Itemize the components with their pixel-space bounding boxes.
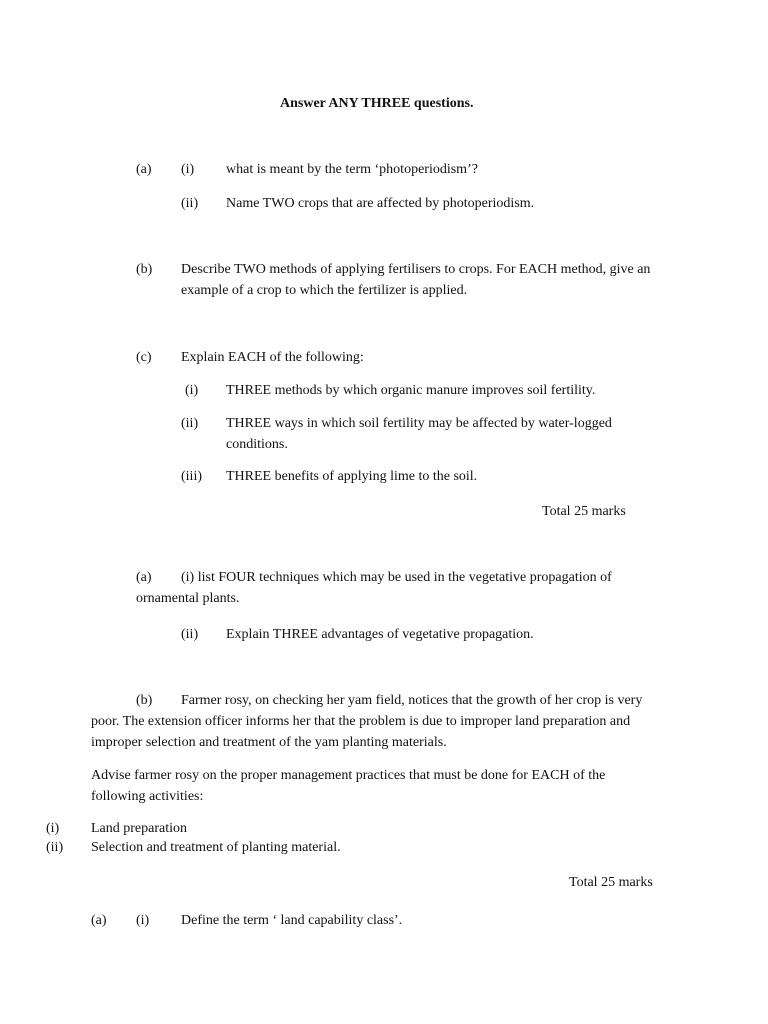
q1-c-i-text: THREE methods by which organic manure improves soil fertility.: [226, 383, 596, 398]
q1-b-text: Describe TWO methods of applying fertilisers to crops. For EACH method, give an example of a crop to which the fertilizer is applied.: [181, 262, 651, 298]
q1-b-label: (b): [136, 262, 153, 277]
q2-b-lead-text: Farmer rosy, on checking her yam field, notices that the growth of her crop is very: [181, 693, 643, 708]
page-heading: Answer ANY THREE questions.: [280, 96, 474, 111]
q1-a-i-text: what is meant by the term ‘photoperiodism’?: [226, 162, 478, 177]
q3-a-i-text: Define the term ‘ land capability class’.: [181, 913, 403, 928]
q2-b-body-text: poor. The extension officer informs her that the problem is due to improper land preparation and improper selection and treatment of the yam planting materials.: [91, 714, 631, 750]
q1-a-ii-label: (ii): [181, 196, 199, 211]
q3-a-label: (a): [91, 913, 107, 928]
q2-a-label: (a): [136, 570, 152, 585]
q1-total-marks: Total 25 marks: [542, 504, 626, 519]
q1-c-ii-label: (ii): [181, 416, 199, 431]
q1-c-i-label: (i): [185, 383, 199, 398]
q2-b-item-2-text: Selection and treatment of planting material.: [91, 840, 341, 855]
q3-a-i-label: (i): [136, 913, 150, 928]
q2-a-ii-text: Explain THREE advantages of vegetative propagation.: [226, 627, 534, 642]
q2-b-item-2-label: (ii): [46, 840, 64, 855]
q2-total-marks: Total 25 marks: [569, 875, 653, 890]
q1-a-i-label: (i): [181, 162, 195, 177]
q2-b-advise-text: Advise farmer rosy on the proper management practices that must be done for EACH of the following activities:: [91, 768, 606, 804]
q1-c-text: Explain EACH of the following:: [181, 350, 364, 365]
q2-b-label: (b): [136, 693, 153, 708]
q2-b-item-1-text: Land preparation: [91, 821, 188, 836]
q1-c-label: (c): [136, 350, 152, 365]
q1-c-iii-label: (iii): [181, 469, 202, 484]
q1-a-label: (a): [136, 162, 152, 177]
q2-b-item-1-label: (i): [46, 821, 60, 836]
q2-a-ii-label: (ii): [181, 627, 199, 642]
q2-a-i-text: (i) list FOUR techniques which may be used in the vegetative propagation of ornamental plants.: [136, 570, 612, 606]
q1-c-ii-text: THREE ways in which soil fertility may be affected by water-logged conditions.: [226, 416, 612, 452]
q1-a-ii-text: Name TWO crops that are affected by photoperiodism.: [226, 196, 535, 211]
q1-c-iii-text: THREE benefits of applying lime to the soil.: [226, 469, 478, 484]
